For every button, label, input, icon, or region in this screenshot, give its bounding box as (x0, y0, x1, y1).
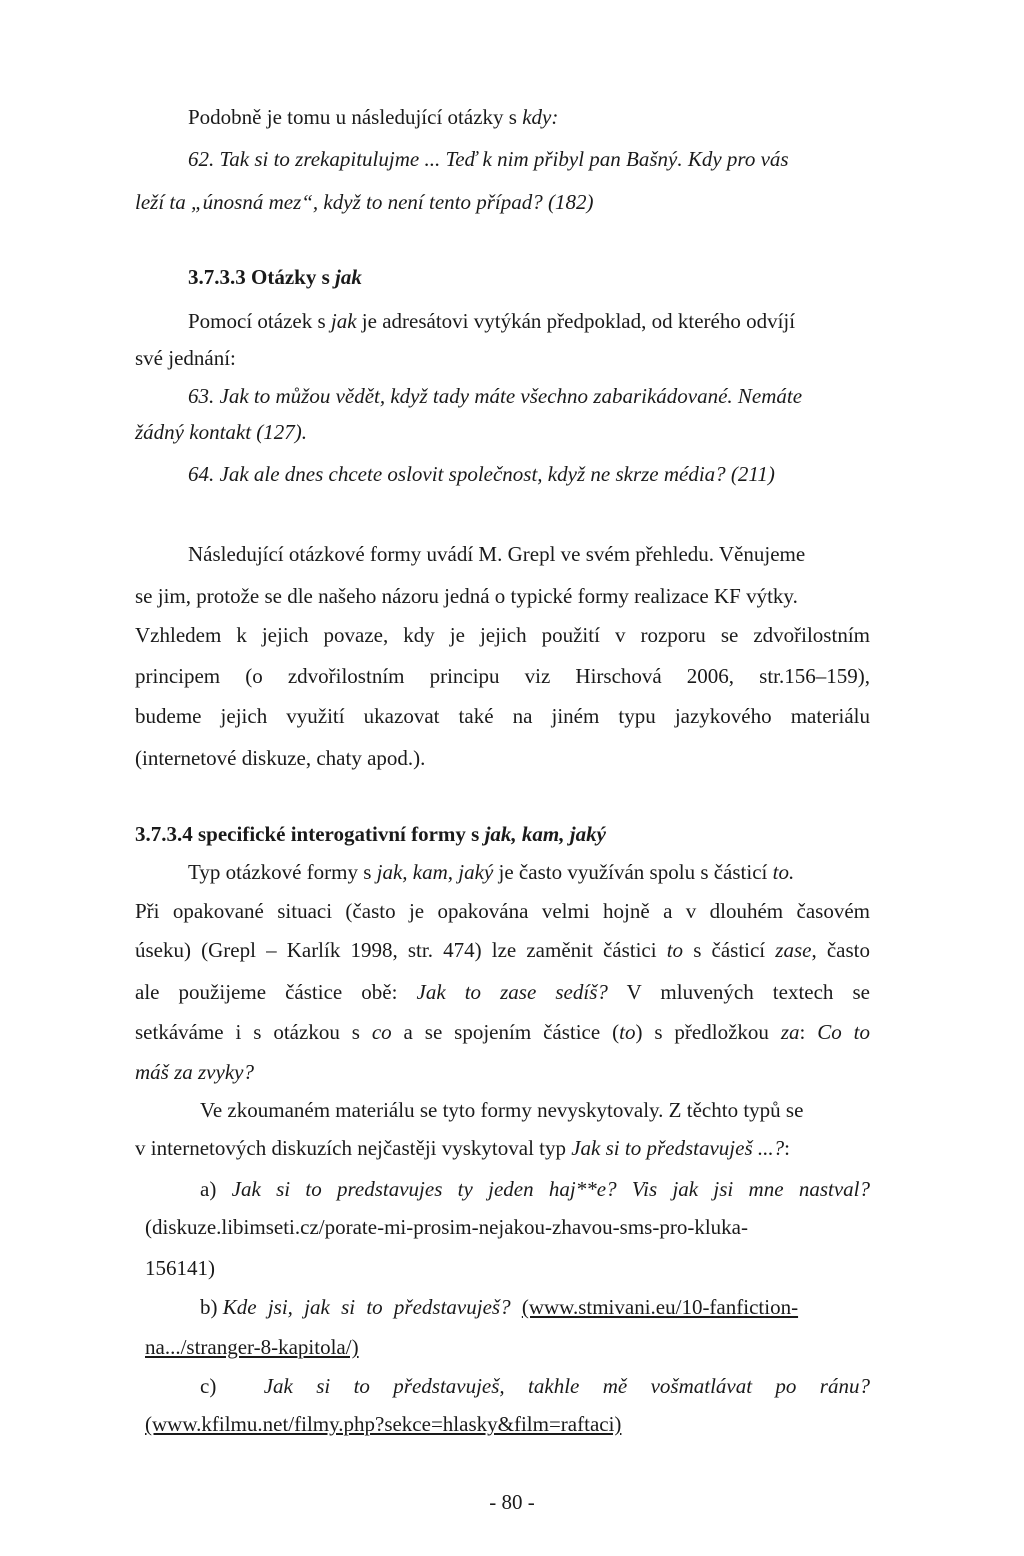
sec3734-para2-line-2 (135, 1134, 790, 1162)
example-label: b) (200, 1295, 223, 1319)
example-c (200, 1372, 870, 1400)
example-text: Jak si to představuješ, takhle mě vošmatlávat po ránu? (263, 1374, 870, 1398)
example-64: 64. Jak ale dnes chcete oslovit společnost, když ne skrze média? (211) (188, 462, 775, 486)
keyword: to. (772, 860, 795, 884)
intro-text: Podobně je tomu u následující otázky s (188, 105, 523, 129)
sec3733-para-line-2: své jednání: (135, 346, 236, 370)
grepl-para-line-4: principem (o zdvořilostním principu viz Hirschová 2006, str.156–159), (135, 664, 870, 688)
example-b-source-link[interactable]: (www.stmivani.eu/10-fanfiction- (521, 1295, 799, 1319)
text-segment: Typ otázkové formy s (188, 860, 377, 884)
keyword: to (619, 1020, 636, 1044)
text-segment: a se spojením částice ( (391, 1020, 620, 1044)
sec3734-para-line-2: Při opakované situaci (často je opakována velmi hojně a v dlouhém časovém (135, 899, 870, 923)
keyword: Jak to zase sedíš? (416, 980, 608, 1004)
text-segment: úseku) (Grepl – Karlík 1998, str. 474) lze zaměnit částici (135, 938, 667, 962)
example-c-source (145, 1410, 621, 1438)
sec3734-para-line-6: máš za zvyky? (135, 1060, 254, 1084)
example-text: Kde jsi, jak si to představuješ? (222, 1295, 511, 1319)
keyword: zase (775, 938, 812, 962)
text-segment: s částicí (683, 938, 776, 962)
section-heading-3734 (135, 820, 606, 848)
heading-keyword: jak (335, 265, 362, 289)
heading-number: 3.7.3.4 specifické interogativní formy s (135, 822, 485, 846)
sec3733-para-line-1 (188, 307, 795, 335)
keyword: Co to (817, 1020, 870, 1044)
sec3734-para-line-4 (135, 978, 870, 1006)
sec3734-para-line-1 (188, 858, 794, 886)
section-heading-3733 (188, 263, 362, 291)
sec3734-para2-line-1: Ve zkoumaném materiálu se tyto formy nevyskytovaly. Z těchto typů se (200, 1098, 804, 1122)
example-b-source-line-2 (145, 1333, 359, 1361)
intro-line (188, 103, 558, 131)
grepl-para-line-6: (internetové diskuze, chaty apod.). (135, 746, 426, 770)
grepl-para-line-5: budeme jejich využití ukazovat také na jiném typu jazykového materiálu (135, 704, 870, 728)
text-segment: v internetových diskuzích nejčastěji vyskytoval typ (135, 1136, 572, 1160)
example-62-line-1: 62. Tak si to zrekapitulujme ... Teď k nim přibyl pan Bašný. Kdy pro vás (188, 147, 789, 171)
example-label: c) (200, 1374, 240, 1398)
text-segment: setkáváme i s otázkou s (135, 1020, 372, 1044)
text-segment: ) s předložkou (635, 1020, 781, 1044)
example-b-source-link-cont[interactable]: na.../stranger-8-kapitola/) (145, 1335, 359, 1359)
example-label: a) (200, 1177, 232, 1201)
heading-keyword: jak, kam, jaký (484, 822, 606, 846)
text-segment: V mluvených textech se (607, 980, 870, 1004)
keyword: jak, kam, jaký (376, 860, 494, 884)
grepl-para-line-2: se jim, protože se dle našeho názoru jedná o typické formy realizace KF výtky. (135, 584, 798, 608)
intro-keyword: kdy: (522, 105, 559, 129)
text-segment: Pomocí otázek s (188, 309, 331, 333)
keyword: za (780, 1020, 800, 1044)
keyword: to (666, 938, 684, 962)
example-a-source-line-2: 156141) (145, 1256, 215, 1280)
sec3734-para-line-5 (135, 1018, 870, 1046)
example-63-line-2: žádný kontakt (127). (135, 420, 308, 444)
heading-number: 3.7.3.3 Otázky s (188, 265, 335, 289)
text-segment: : (799, 1020, 818, 1044)
text-segment: : (784, 1136, 790, 1160)
keyword: jak (330, 309, 357, 333)
sec3734-para-line-3 (135, 936, 870, 964)
example-a-source-line-1: (diskuze.libimseti.cz/porate-mi-prosim-nejakou-zhavou-sms-pro-kluka- (145, 1215, 748, 1239)
text-segment: je často využíván spolu s částicí (493, 860, 773, 884)
grepl-para-line-1: Následující otázkové formy uvádí M. Grepl ve svém přehledu. Věnujeme (188, 542, 806, 566)
grepl-para-line-3: Vzhledem k jejich povaze, kdy je jejich použití v rozporu se zdvořilostním (135, 623, 870, 647)
example-63-line-1: 63. Jak to můžou vědět, když tady máte všechno zabarikádované. Nemáte (188, 384, 803, 408)
text-segment: ale použijeme částice obě: (135, 980, 417, 1004)
keyword: co (371, 1020, 392, 1044)
keyword: Jak si to představuješ ...? (571, 1136, 785, 1160)
example-text: Jak si to predstavujes ty jeden haj**e? Vis jak jsi mne nastval? (231, 1177, 870, 1201)
page-number: - 80 - (489, 1490, 535, 1514)
example-b (200, 1293, 798, 1321)
example-a (200, 1175, 870, 1203)
example-c-source-link[interactable]: (www.kfilmu.net/filmy.php?sekce=hlasky&film=raftaci) (145, 1412, 622, 1436)
text-segment: , často (811, 938, 871, 962)
example-62-line-2: leží ta „únosná mez“, když to není tento případ? (182) (135, 190, 594, 214)
text-segment: je adresátovi vytýkán předpoklad, od kterého odvíjí (356, 309, 796, 333)
